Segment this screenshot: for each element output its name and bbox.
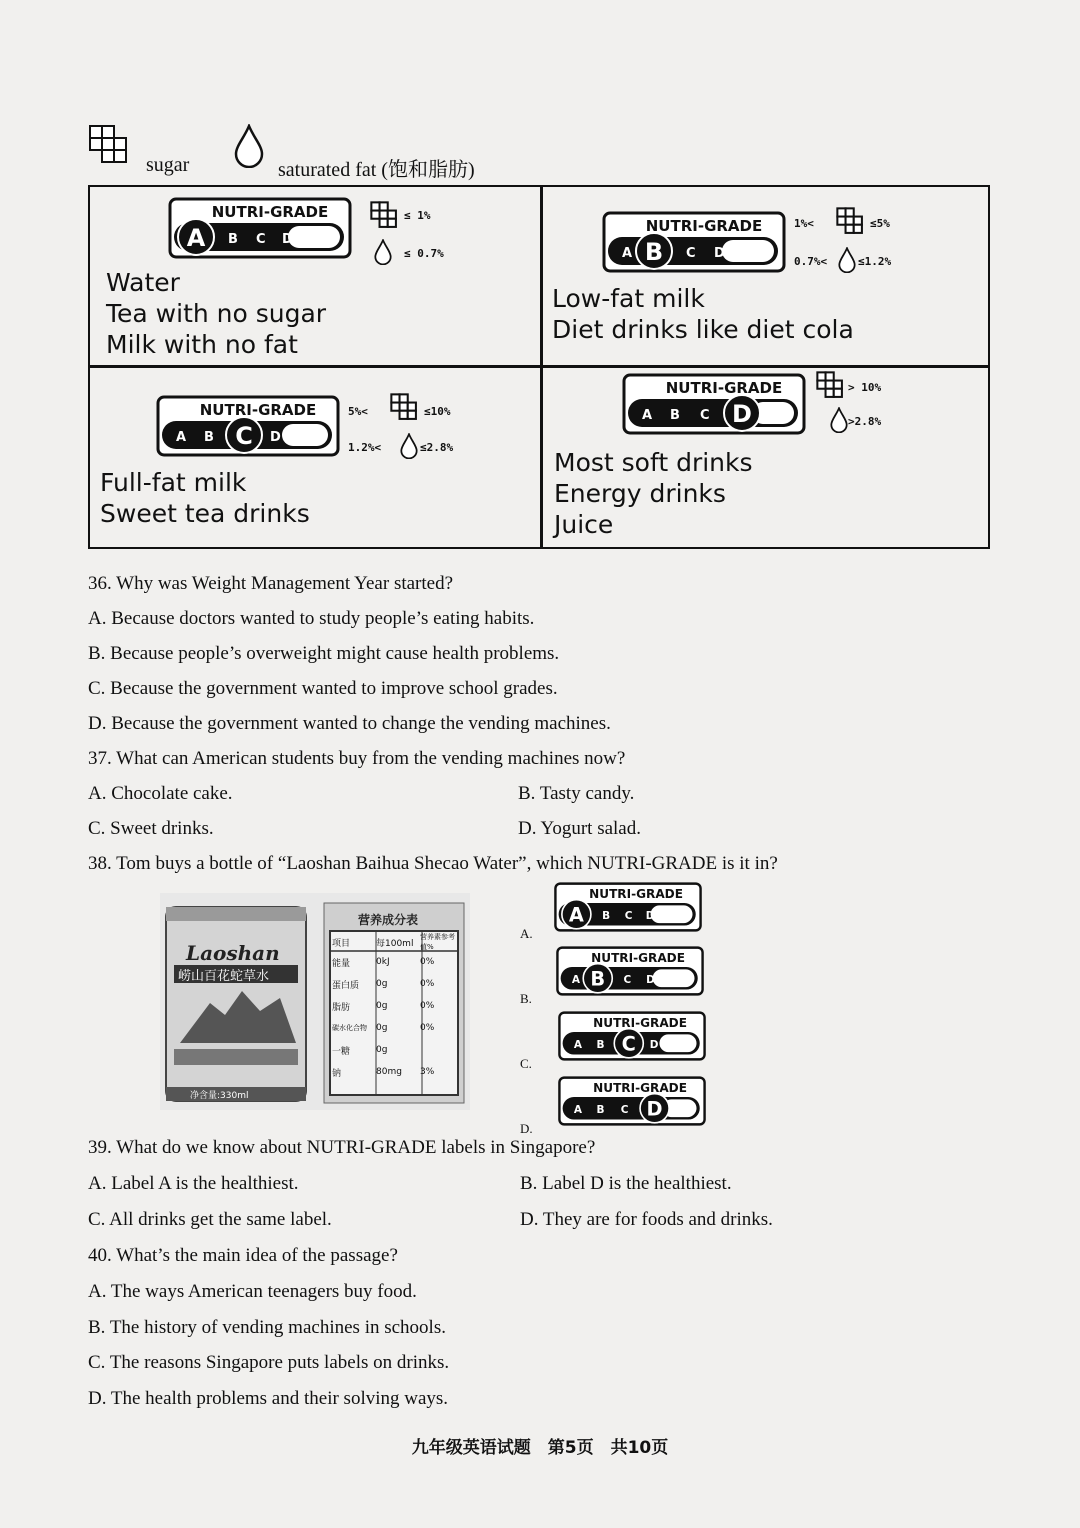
grade-b-badge (602, 211, 786, 273)
sugar-label: sugar (146, 154, 190, 176)
grade-b-drinks (552, 283, 854, 345)
svg-text:NUTRI-GRADE: NUTRI-GRADE (589, 887, 683, 902)
grade-b-cell (542, 187, 992, 365)
svg-text:B: B (204, 430, 214, 445)
drink-item: Milk with no fat (106, 330, 298, 359)
drink-item: Sweet tea drinks (100, 499, 310, 528)
svg-text:C: C (700, 408, 710, 423)
drink-item: Juice (554, 510, 614, 539)
svg-text:C: C (621, 1032, 636, 1056)
svg-text:A: A (622, 246, 633, 261)
question-40-stem: 40. What’s the main idea of the passage? (88, 1245, 398, 1266)
question-40-option-a[interactable]: A. The ways American teenagers buy food. (88, 1281, 417, 1302)
svg-text:A: A (186, 224, 206, 252)
question-40-option-c[interactable]: C. The reasons Singapore puts labels on drinks. (88, 1352, 450, 1373)
svg-text:D: D (649, 1039, 659, 1052)
question-38-stem: 38. Tom buys a bottle of “Laoshan Baihua Shecao Water”, which NUTRI-GRADE is it in? (88, 853, 778, 874)
question-36-option-b[interactable]: B. Because people’s overweight might cause health problems. (88, 643, 560, 664)
svg-text:C: C (686, 246, 696, 261)
sugar-cubes-icon (816, 371, 846, 401)
svg-text:A: A (573, 1039, 583, 1052)
can-name: 崂山百花蛇草水 (178, 969, 270, 984)
svg-text:NUTRI-GRADE: NUTRI-GRADE (593, 1016, 687, 1031)
fat-drop-icon (374, 239, 392, 265)
grade-c-badge (156, 395, 340, 457)
svg-text:D: D (646, 1097, 663, 1121)
nutri-grade-table (88, 185, 990, 549)
drink-item: Water (106, 268, 180, 297)
grade-d-drinks (554, 447, 753, 540)
sugar-cubes-icon (390, 393, 420, 423)
svg-text:A: A (571, 974, 581, 987)
nutrition-panel: 项目 每100ml 营养素参考值% 能量 0kJ 0% 蛋白质 0g 0% 脂肪 0g 0% 碳水化合物 0g 0% 一糖 0g 钠 80mg 3% (332, 933, 455, 1079)
question-39-option-c[interactable]: C. All drinks get the same label. (88, 1209, 332, 1230)
question-40-option-d[interactable]: D. The health problems and their solving ways. (88, 1388, 449, 1409)
question-36-option-d[interactable]: D. Because the government wanted to change the vending machines. (88, 713, 611, 734)
svg-text:A: A (568, 903, 584, 927)
svg-text:D: D (732, 400, 752, 428)
svg-text:B: B (670, 408, 680, 423)
question-37-option-d[interactable]: D. Yogurt salad. (518, 818, 641, 839)
grade-b-fat: 0.7%< (794, 255, 828, 268)
grade-a-badge (168, 197, 352, 259)
page-footer: 九年级英语试题 第5页 共10页 (411, 1438, 669, 1458)
question-38-option-a-label[interactable]: A. (520, 926, 533, 941)
grade-c-sugar: 5%< (348, 405, 368, 418)
question-37-option-c[interactable]: C. Sweet drinks. (88, 818, 214, 839)
sugar-cubes-icon (836, 207, 866, 237)
question-38-option-b-badge[interactable] (547, 946, 713, 996)
question-36-option-c[interactable]: C. Because the government wanted to improve school grades. (88, 678, 558, 699)
svg-text:C: C (624, 910, 633, 923)
question-37-stem: 37. What can American students buy from the vending machines now? (88, 748, 626, 769)
question-36-stem: 36. Why was Weight Management Year started? (88, 573, 454, 594)
grade-b-fat-max: ≤1.2% (858, 255, 892, 268)
grade-a-sugar: ≤ 1% (404, 209, 431, 222)
svg-text:NUTRI-GRADE: NUTRI-GRADE (665, 379, 783, 397)
drink-item: Energy drinks (554, 479, 726, 508)
nutrition-panel-title: 营养成分表 (358, 913, 419, 927)
question-38-option-a-badge[interactable] (545, 882, 711, 932)
question-38-option-b-label[interactable]: B. (520, 991, 532, 1006)
svg-text:D: D (282, 232, 293, 247)
fat-drop-icon (400, 433, 418, 459)
fat-drop-icon (234, 124, 264, 168)
can-brand: Laoshan (186, 941, 280, 965)
grade-b-sugar: 1%< (794, 217, 814, 230)
svg-text:C: C (620, 1104, 629, 1117)
drink-item: Diet drinks like diet cola (552, 315, 854, 344)
grade-d-cell (542, 367, 992, 549)
drink-item: Full-fat milk (100, 468, 247, 497)
question-36-option-a[interactable]: A. Because doctors wanted to study people’s eating habits. (88, 608, 535, 629)
svg-text:C: C (235, 422, 253, 450)
grade-c-drinks (100, 467, 310, 529)
badge-title: NUTRI-GRADE (211, 203, 329, 221)
legend (88, 122, 688, 182)
svg-text:NUTRI-GRADE: NUTRI-GRADE (645, 217, 763, 235)
question-39-option-b[interactable]: B. Label D is the healthiest. (520, 1173, 732, 1194)
question-38-option-d-badge[interactable] (549, 1076, 715, 1126)
grade-c-fat-max: ≤2.8% (420, 441, 454, 454)
question-38-option-d-label[interactable]: D. (520, 1121, 533, 1136)
svg-text:B: B (228, 232, 238, 247)
fat-label: saturated fat (饱和脂肪) (278, 159, 475, 181)
grade-b-sugar-max: ≤5% (870, 217, 890, 230)
grade-c-sugar-max: ≤10% (424, 405, 451, 418)
svg-text:B: B (596, 1039, 605, 1052)
drink-item: Low-fat milk (552, 284, 705, 313)
svg-text:B: B (596, 1104, 605, 1117)
question-38-option-c-badge[interactable] (549, 1011, 715, 1061)
question-38-option-c-label[interactable]: C. (520, 1056, 532, 1071)
question-39-option-a[interactable]: A. Label A is the healthiest. (88, 1173, 299, 1194)
grade-a-fat: ≤ 0.7% (404, 247, 444, 260)
grade-d-sugar: > 10% (848, 381, 882, 394)
grade-c-fat: 1.2%< (348, 441, 382, 454)
svg-text:C: C (623, 974, 632, 987)
grade-d-badge (622, 373, 806, 435)
fat-drop-icon (830, 407, 848, 433)
question-39-option-d[interactable]: D. They are for foods and drinks. (520, 1209, 773, 1230)
svg-text:D: D (270, 430, 281, 445)
svg-text:NUTRI-GRADE: NUTRI-GRADE (593, 1081, 687, 1096)
svg-text:B: B (602, 910, 611, 923)
sugar-cubes-icon (88, 124, 132, 168)
svg-text:C: C (256, 232, 266, 247)
svg-text:D: D (714, 246, 725, 261)
can-volume: 净含量:330ml (190, 1091, 249, 1101)
question-37-option-b[interactable]: B. Tasty candy. (518, 783, 635, 804)
svg-text:D: D (645, 910, 655, 923)
svg-text:NUTRI-GRADE: NUTRI-GRADE (199, 401, 317, 419)
svg-text:A: A (573, 1104, 583, 1117)
svg-text:B: B (644, 238, 664, 266)
question-40-option-b[interactable]: B. The history of vending machines in schools. (88, 1317, 446, 1338)
question-39-stem: 39. What do we know about NUTRI-GRADE labels in Singapore? (88, 1137, 596, 1158)
svg-text:D: D (646, 974, 655, 987)
svg-text:NUTRI-GRADE: NUTRI-GRADE (591, 951, 685, 966)
drink-item: Tea with no sugar (106, 299, 327, 328)
laoshan-can-photo (160, 893, 470, 1110)
sugar-cubes-icon (370, 201, 400, 231)
svg-text:A: A (176, 430, 187, 445)
grade-a-drinks (106, 267, 326, 360)
drink-item: Most soft drinks (554, 448, 753, 477)
question-37-option-a[interactable]: A. Chocolate cake. (88, 783, 233, 804)
grade-c-cell (90, 367, 540, 549)
svg-text:A: A (642, 408, 653, 423)
grade-d-fat: >2.8% (848, 415, 882, 428)
svg-text:B: B (590, 967, 606, 991)
grade-a-cell (90, 187, 540, 365)
fat-drop-icon (838, 247, 856, 273)
